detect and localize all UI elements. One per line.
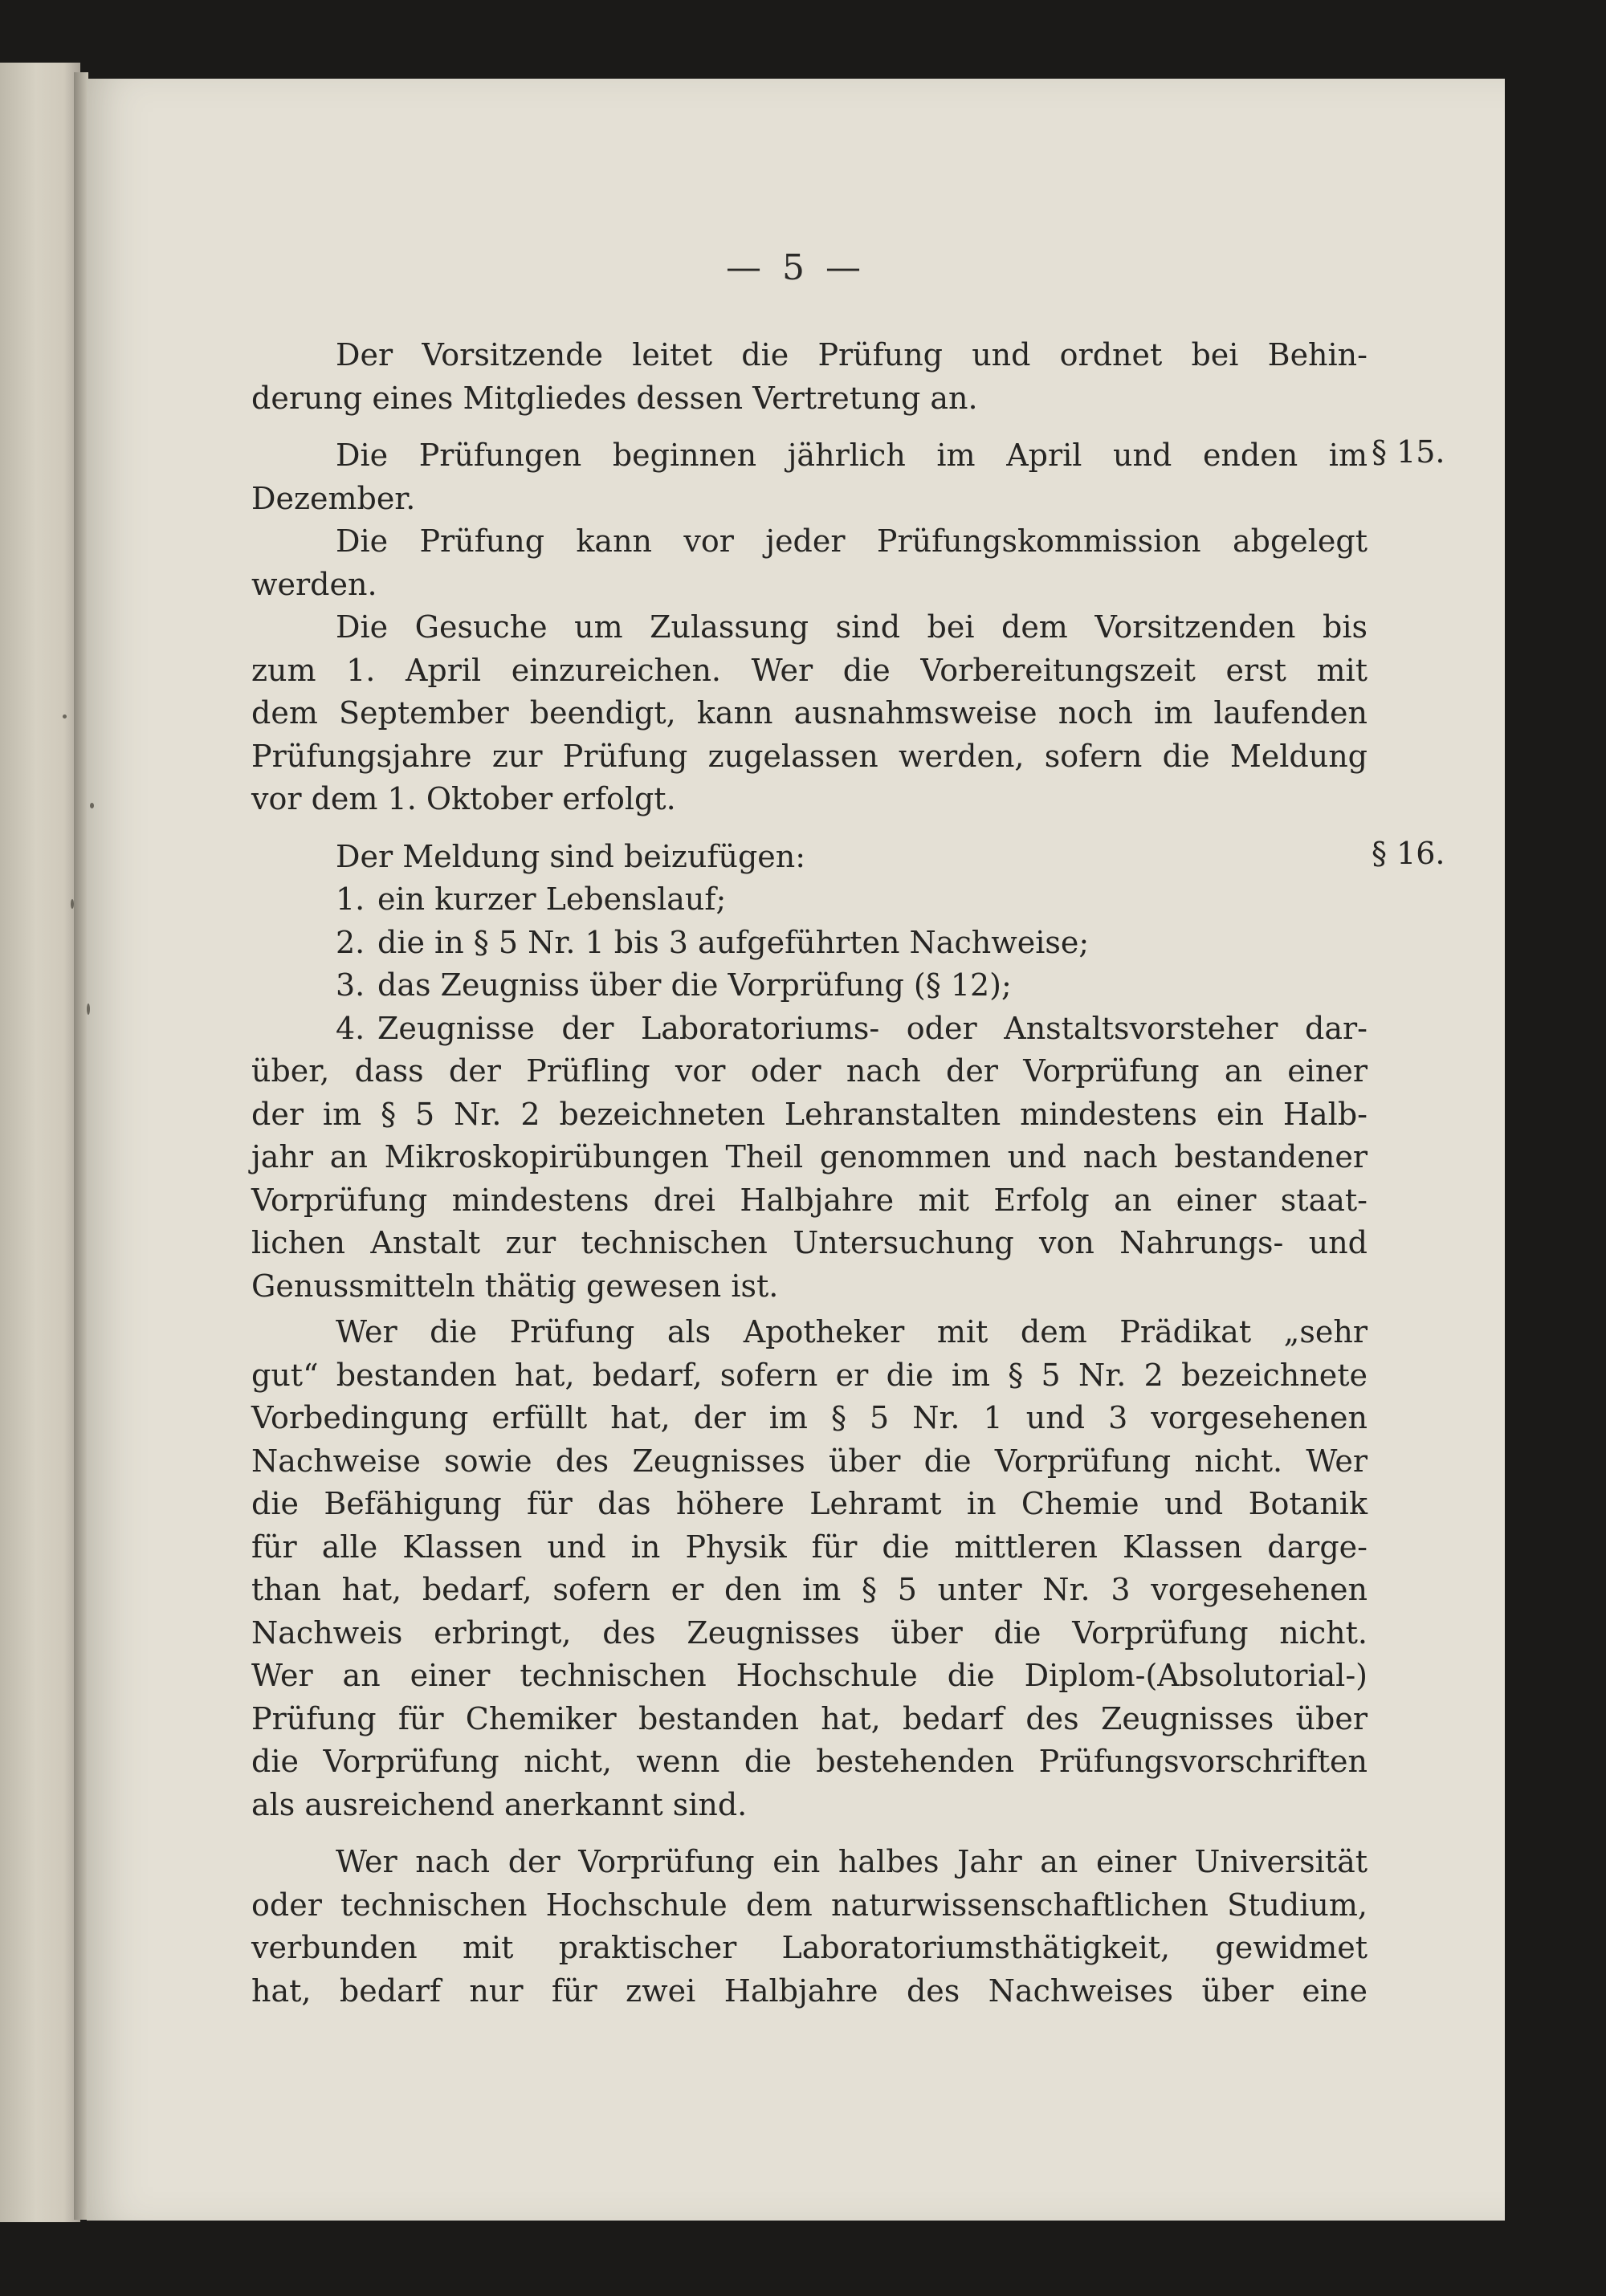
list-item [251,1136,1368,1179]
list-item [251,964,1368,1008]
page [87,79,1505,2221]
list-item [251,1179,1368,1223]
list-item-text: ein kurzer Lebenslauf; [377,881,727,917]
paragraph-line: Wer die Prüfung als Apotheker mit dem Prädikat „sehr [336,1314,1368,1350]
paragraph-line: Prüfungsjahre zur Prüfung zugelassen werden, sofern die Meldung [251,738,1368,774]
section-marginal-note: § 16. [1372,835,1445,871]
paragraph-line: hat, bedarf nur für zwei Halbjahre des Nachweises über eine [251,1972,1368,2009]
page-number: — 5 — [726,247,866,288]
list-item [251,922,1368,965]
paragraph-line: Nachweis erbringt, des Zeugnisses über die Vorprüfung nicht. [251,1614,1368,1651]
list-item [251,1050,1368,1093]
list-item-text: über, dass der Prüfling vor oder nach der Vorprüfung an einer [251,1053,1368,1089]
paragraph-line: Der Vorsitzende leitet die Prüfung und ordnet bei Behin- [336,337,1368,372]
list-item-number: 3. [336,967,365,1003]
section-marginal-note: § 15. [1372,434,1445,470]
list-item-text: jahr an Mikroskopirübungen Theil genommen und nach bestandener [251,1139,1368,1174]
paragraph-line: than hat, bedarf, sofern er den im § 5 unter Nr. 3 vorgesehenen [251,1572,1368,1607]
list-item [251,1093,1368,1137]
paragraph-line: oder technischen Hochschule dem naturwissenschaftlichen Studium, [251,1887,1368,1923]
list-item-text: der im § 5 Nr. 2 bezeichneten Lehranstalten mindestens ein Halb- [251,1096,1368,1132]
list-item [251,878,1368,922]
paragraph-line: derung eines Mitgliedes dessen Vertretung an. [251,380,978,416]
paragraph-line: vor dem 1. Oktober erfolgt. [251,781,676,816]
paragraph-line: als ausreichend anerkannt sind. [251,1786,748,1822]
paragraph-line: für alle Klassen und in Physik für die mittleren Klassen darge- [251,1529,1368,1565]
paragraph-line: die Befähigung für das höhere Lehramt in Chemie und Botanik [251,1486,1368,1521]
list-item [251,1222,1368,1265]
paragraph-line: dem September beendigt, kann ausnahmsweise noch im laufenden [251,695,1368,731]
list-item-number: 2. [336,924,365,960]
list-item-number: 4. [336,1010,365,1046]
paragraph-line: zum 1. April einzureichen. Wer die Vorbereitungszeit erst mit [251,652,1368,688]
list-item-text: Zeugnisse der Laboratoriums- oder Anstaltsvorsteher dar- [377,1010,1368,1046]
paragraph-line: Prüfung für Chemiker bestanden hat, bedarf des Zeugnisses über [251,1700,1368,1736]
list-item-text: das Zeugniss über die Vorprüfung (§ 12); [377,967,1012,1003]
body-text [251,334,1368,2013]
list-item-text: lichen Anstalt zur technischen Untersuchung von Nahrungs- und [251,1225,1368,1260]
paragraph-line: Wer nach der Vorprüfung ein halbes Jahr an einer Universität [336,1844,1368,1879]
paragraph-line: Vorbedingung erfüllt hat, der im § 5 Nr. 1 und 3 vorgesehenen [251,1400,1368,1435]
paragraph-line: Dezember. [251,480,416,516]
scan-speck [87,1003,90,1015]
list-item-number: 1. [336,881,365,917]
left-page-edge [0,63,80,2222]
paragraph-line: Nachweise sowie des Zeugnisses über die Vorprüfung nicht. Wer [251,1443,1368,1479]
list-item [251,1265,1368,1309]
paragraph-line: verbunden mit praktischer Laboratoriumsthätigkeit, gewidmet [251,1930,1368,1965]
paragraph-line: die Vorprüfung nicht, wenn die bestehenden Prüfungsvorschriften [251,1744,1368,1779]
paragraph-line: Die Gesuche um Zulassung sind bei dem Vorsitzenden bis [336,609,1368,645]
paragraph-line: werden. [251,566,377,602]
paragraph-line: gut“ bestanden hat, bedarf, sofern er die im § 5 Nr. 2 bezeichnete [251,1357,1368,1393]
paragraph-line: Der Meldung sind beizufügen: [336,838,806,874]
scan-speck [90,803,94,808]
scan-speck [71,899,74,909]
list-item [251,1008,1368,1051]
paragraph-line: Die Prüfungen beginnen jährlich im April und enden im [336,438,1368,473]
list-item-text: Genussmitteln thätig gewesen ist. [251,1268,779,1304]
list-item-text: Vorprüfung mindestens drei Halbjahre mit Erfolg an einer staat- [251,1182,1368,1218]
paragraph-line: Die Prüfung kann vor jeder Prüfungskommission abgelegt [336,523,1368,559]
paragraph-line: Wer an einer technischen Hochschule die Diplom-(Absolutorial-) [251,1658,1368,1693]
scan-speck [63,714,67,719]
list-item-text: die in § 5 Nr. 1 bis 3 aufgeführten Nachweise; [377,924,1090,960]
